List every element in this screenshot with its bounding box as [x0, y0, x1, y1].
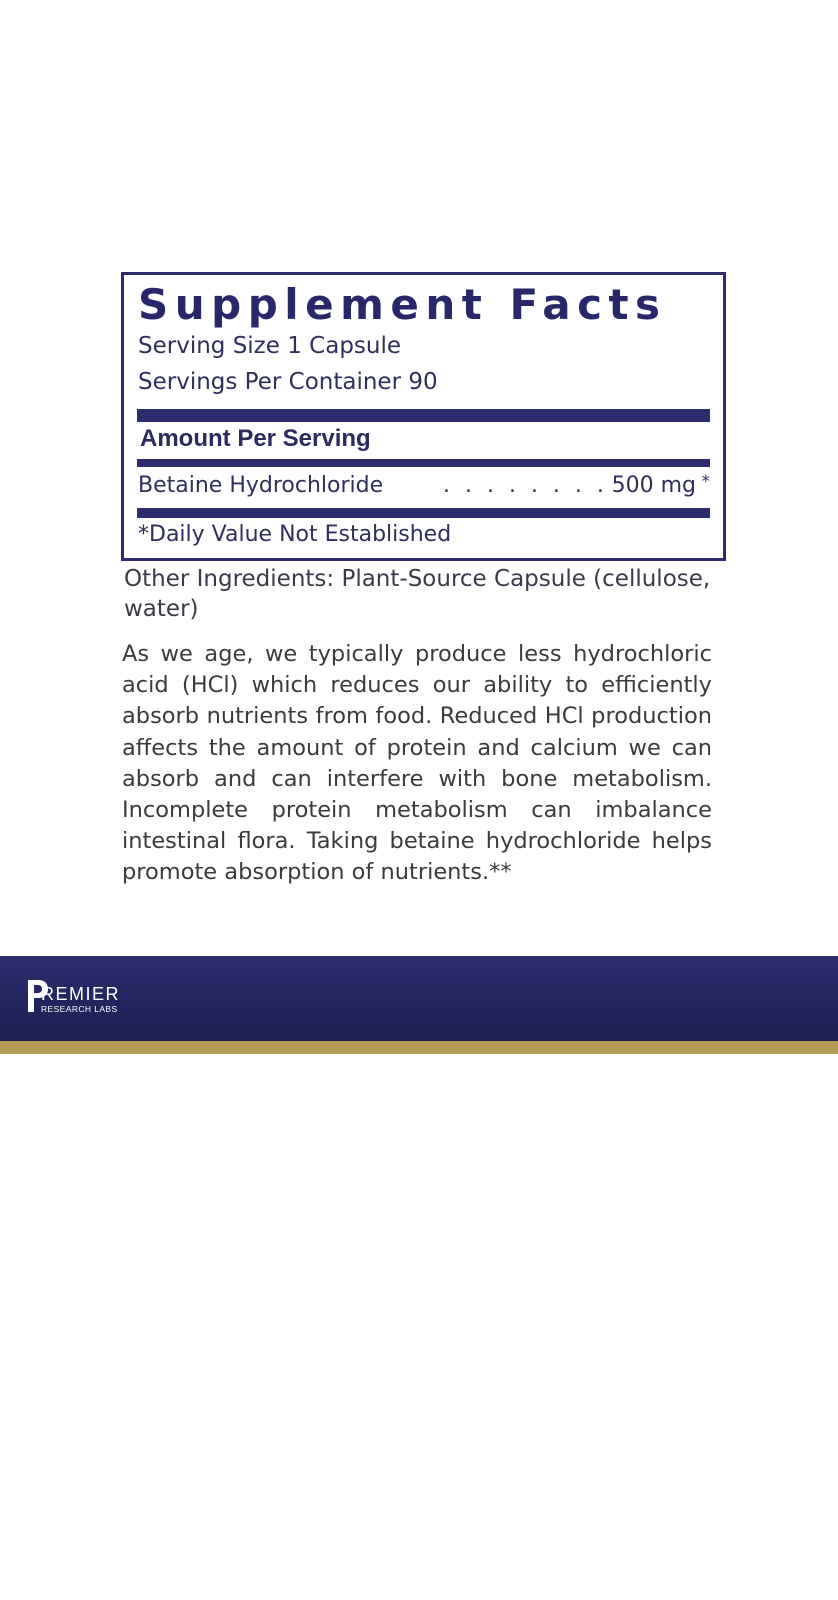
divider	[137, 459, 710, 467]
logo-wordmark: REMIER	[41, 984, 121, 1004]
nutrient-amount: 500 mg	[611, 473, 696, 498]
nutrient-leader-dots: . . . . . . . .	[443, 473, 608, 498]
nutrient-row	[138, 471, 710, 501]
supplement-facts-title: Supplement Facts	[138, 280, 667, 329]
gold-stripe	[0, 1041, 838, 1054]
logo-subtitle: RESEARCH LABS	[41, 1004, 118, 1014]
serving-size: Serving Size 1 Capsule	[138, 333, 402, 359]
premier-research-labs-logo	[26, 976, 166, 1026]
supplement-facts-panel	[121, 272, 726, 561]
nutrient-name: Betaine Hydrochloride	[138, 473, 384, 498]
other-ingredients: Other Ingredients: Plant-Source Capsule (cellulose, water)	[124, 566, 711, 622]
thick-divider	[137, 409, 710, 422]
nutrient-footnote-mark: *	[701, 472, 710, 492]
divider	[137, 508, 710, 518]
amount-per-serving-header: Amount Per Serving	[140, 425, 371, 452]
servings-per-container: Servings Per Container 90	[138, 369, 438, 395]
daily-value-footnote: *Daily Value Not Established	[138, 522, 452, 547]
product-description: As we age, we typically produce less hydrochloric acid (HCl) which reduces our ability to efficiently absorb nutrients from food. Reduced HCl production affects the amount of protein and calcium we can absorb and can interfere with bone metabolism. Incomplete protein metabolism can imbalance intestinal flora. Taking betaine hydrochloride helps promote absorption of nutrients.**	[122, 641, 712, 886]
